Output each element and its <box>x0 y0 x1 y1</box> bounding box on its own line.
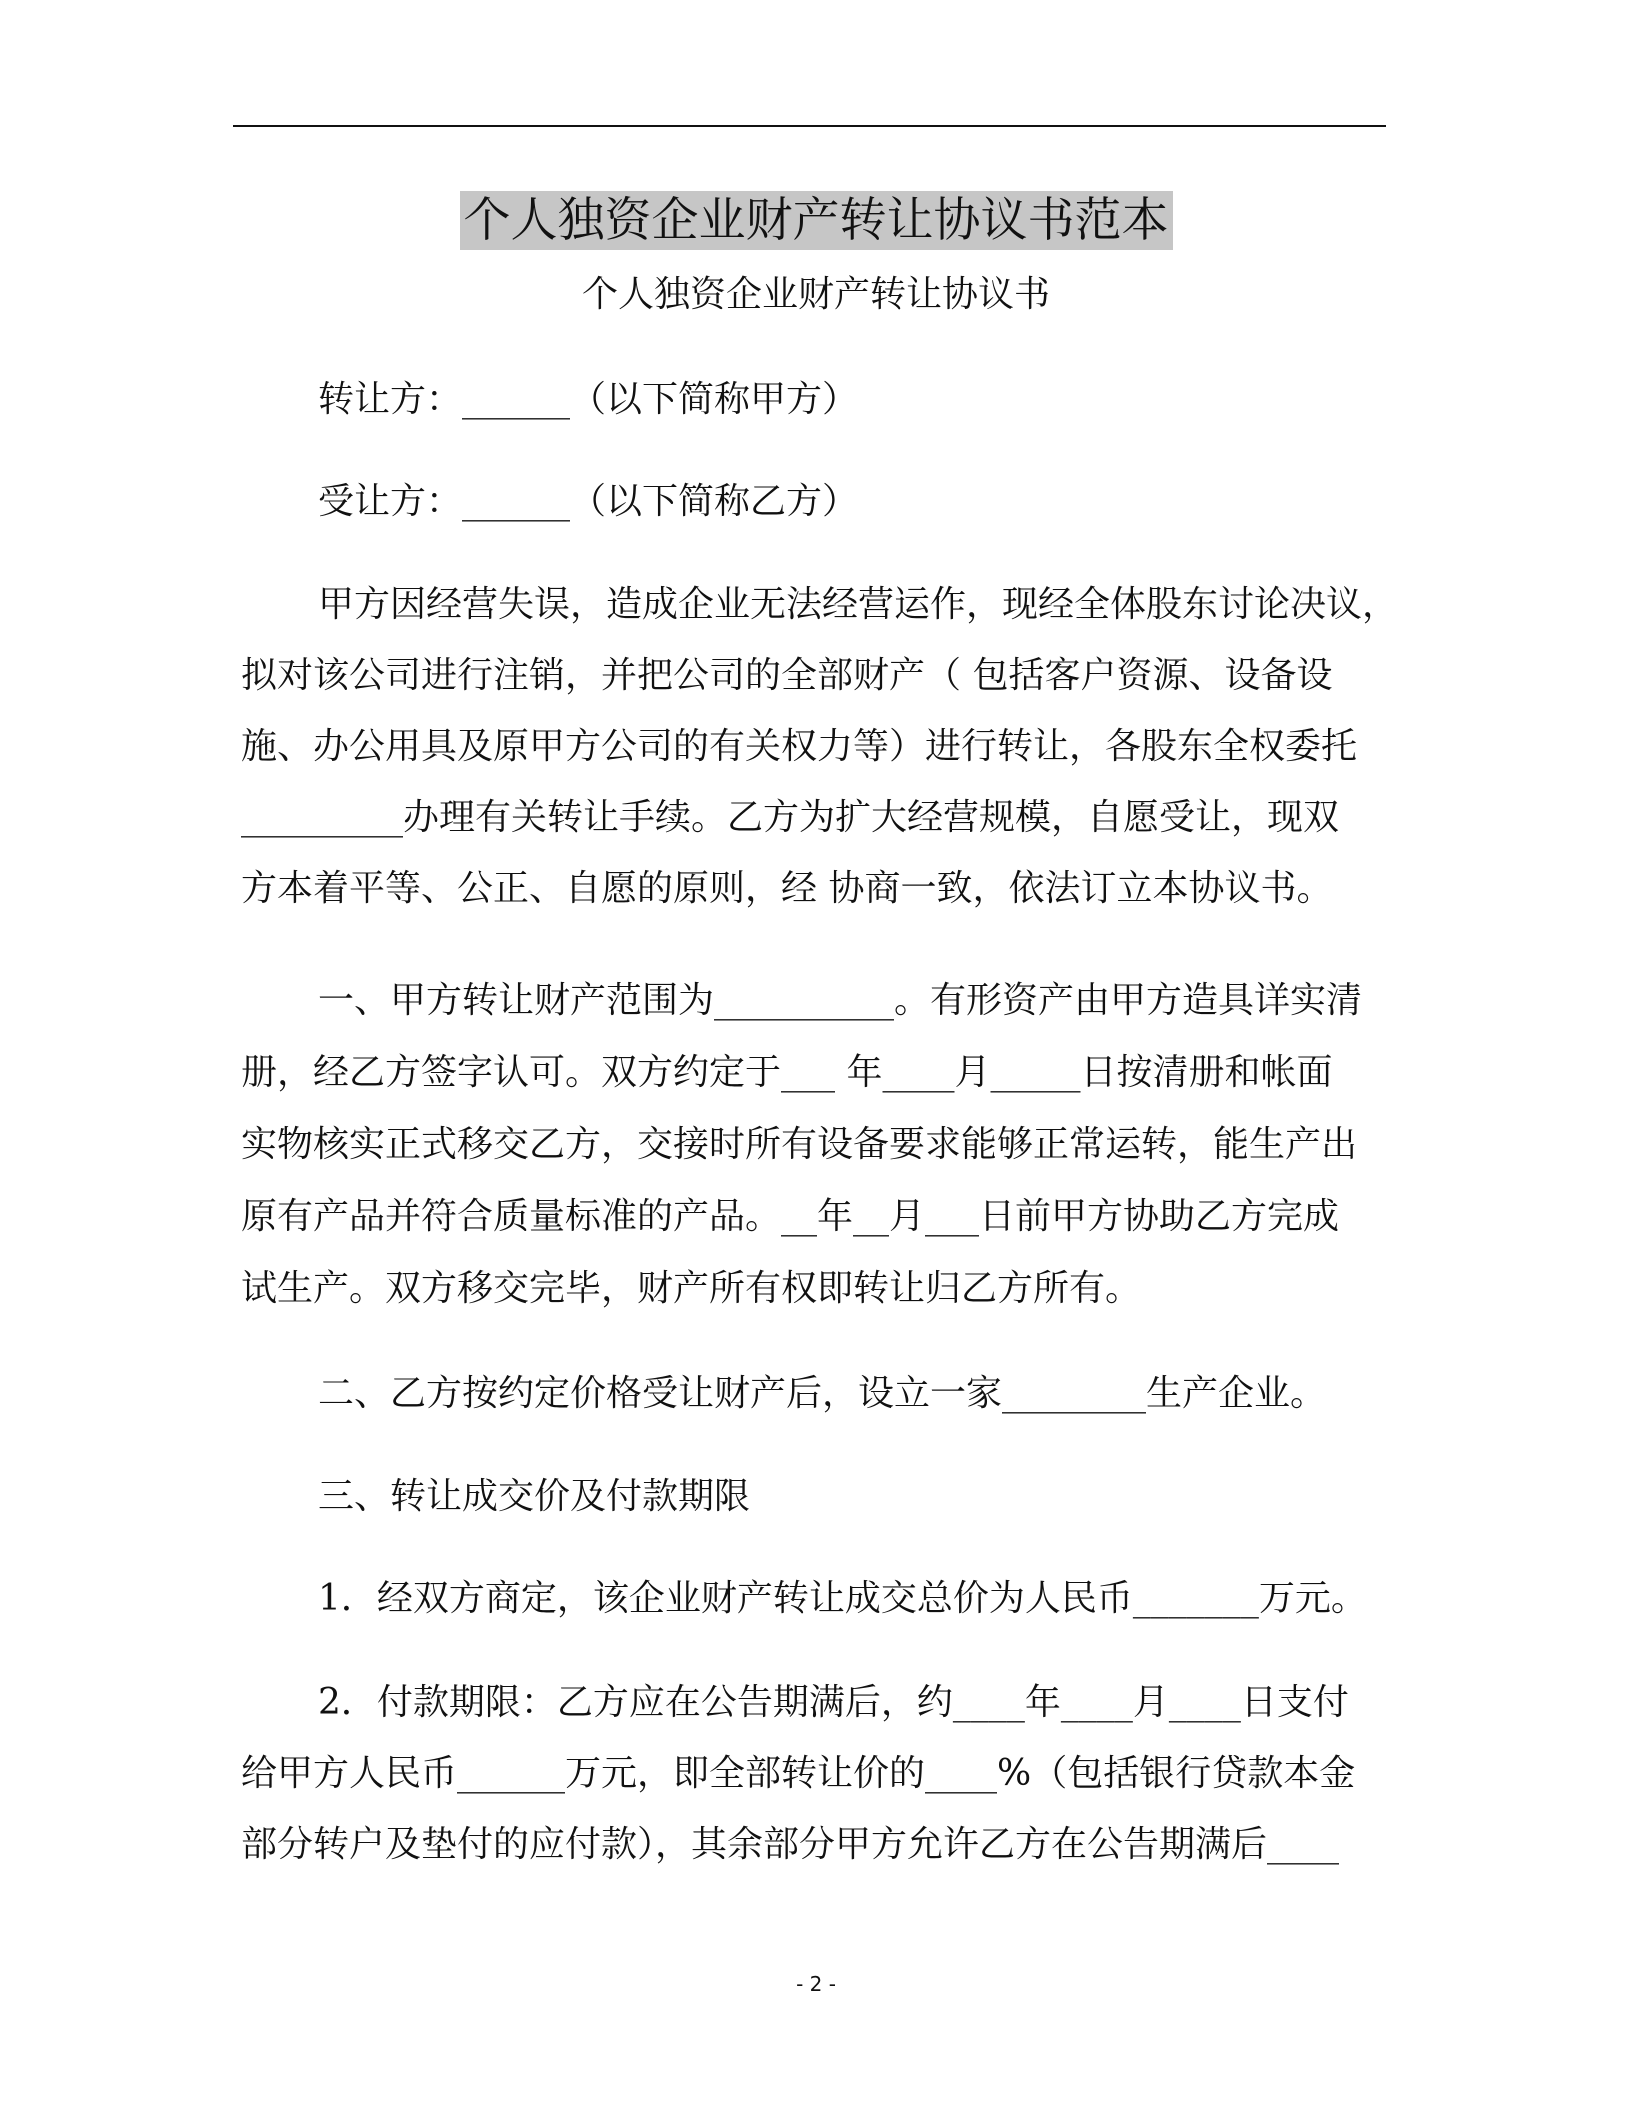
document-title-container <box>0 190 1632 252</box>
paragraph-line: _________办理有关转让手续。乙方为扩大经营规模，自愿受让，现双 <box>241 797 1340 838</box>
clause-1-line: 册，经乙方签字认可。双方约定于___ 年____月_____日按清册和帐面 <box>241 1052 1333 1093</box>
document-title: 个人独资企业财产转让协议书范本 <box>460 191 1173 250</box>
clause-3-item-1: 1．经双方商定，该企业财产转让成交总价为人民币_______万元。 <box>318 1578 1367 1619</box>
paragraph-line: 方本着平等、公正、自愿的原则，经 协商一致，依法订立本协议书。 <box>241 868 1333 909</box>
paragraph-line: 甲方因经营失误，造成企业无法经营运作，现经全体股东讨论决议， <box>318 584 1399 625</box>
clause-1-line: 一、甲方转让财产范围为__________。有形资产由甲方造具详实清 <box>318 980 1363 1021</box>
clause-1-line: 实物核实正式移交乙方，交接时所有设备要求能够正常运转，能生产出 <box>241 1124 1358 1165</box>
transferor-line: 转让方：______（以下简称甲方） <box>318 379 859 420</box>
paragraph-line: 拟对该公司进行注销，并把公司的全部财产（ 包括客户资源、设备设 <box>241 655 1333 696</box>
transferee-line: 受让方：______（以下简称乙方） <box>318 481 859 522</box>
clause-1-line: 原有产品并符合质量标准的产品。__年__月___日前甲方协助乙方完成 <box>241 1196 1340 1237</box>
paragraph-line: 施、办公用具及原甲方公司的有关权力等）进行转让，各股东全权委托 <box>241 726 1358 767</box>
clause-3-item-2: 2．付款期限：乙方应在公告期满后，约____年____月____日支付 <box>318 1682 1349 1723</box>
clause-3-item-2: 给甲方人民币______万元，即全部转让价的____%（包括银行贷款本金 <box>241 1753 1356 1794</box>
page-number: - 2 - <box>796 1972 836 1996</box>
clause-2-line: 二、乙方按约定价格受让财产后，设立一家________生产企业。 <box>318 1373 1327 1414</box>
document-subtitle: 个人独资企业财产转让协议书 <box>581 274 1050 315</box>
clause-3-item-2: 部分转户及垫付的应付款），其余部分甲方允许乙方在公告期满后____ <box>241 1824 1340 1865</box>
clause-1-line: 试生产。双方移交完毕，财产所有权即转让归乙方所有。 <box>241 1268 1142 1309</box>
header-rule <box>233 125 1386 127</box>
clause-3-heading: 三、转让成交价及付款期限 <box>318 1476 751 1517</box>
